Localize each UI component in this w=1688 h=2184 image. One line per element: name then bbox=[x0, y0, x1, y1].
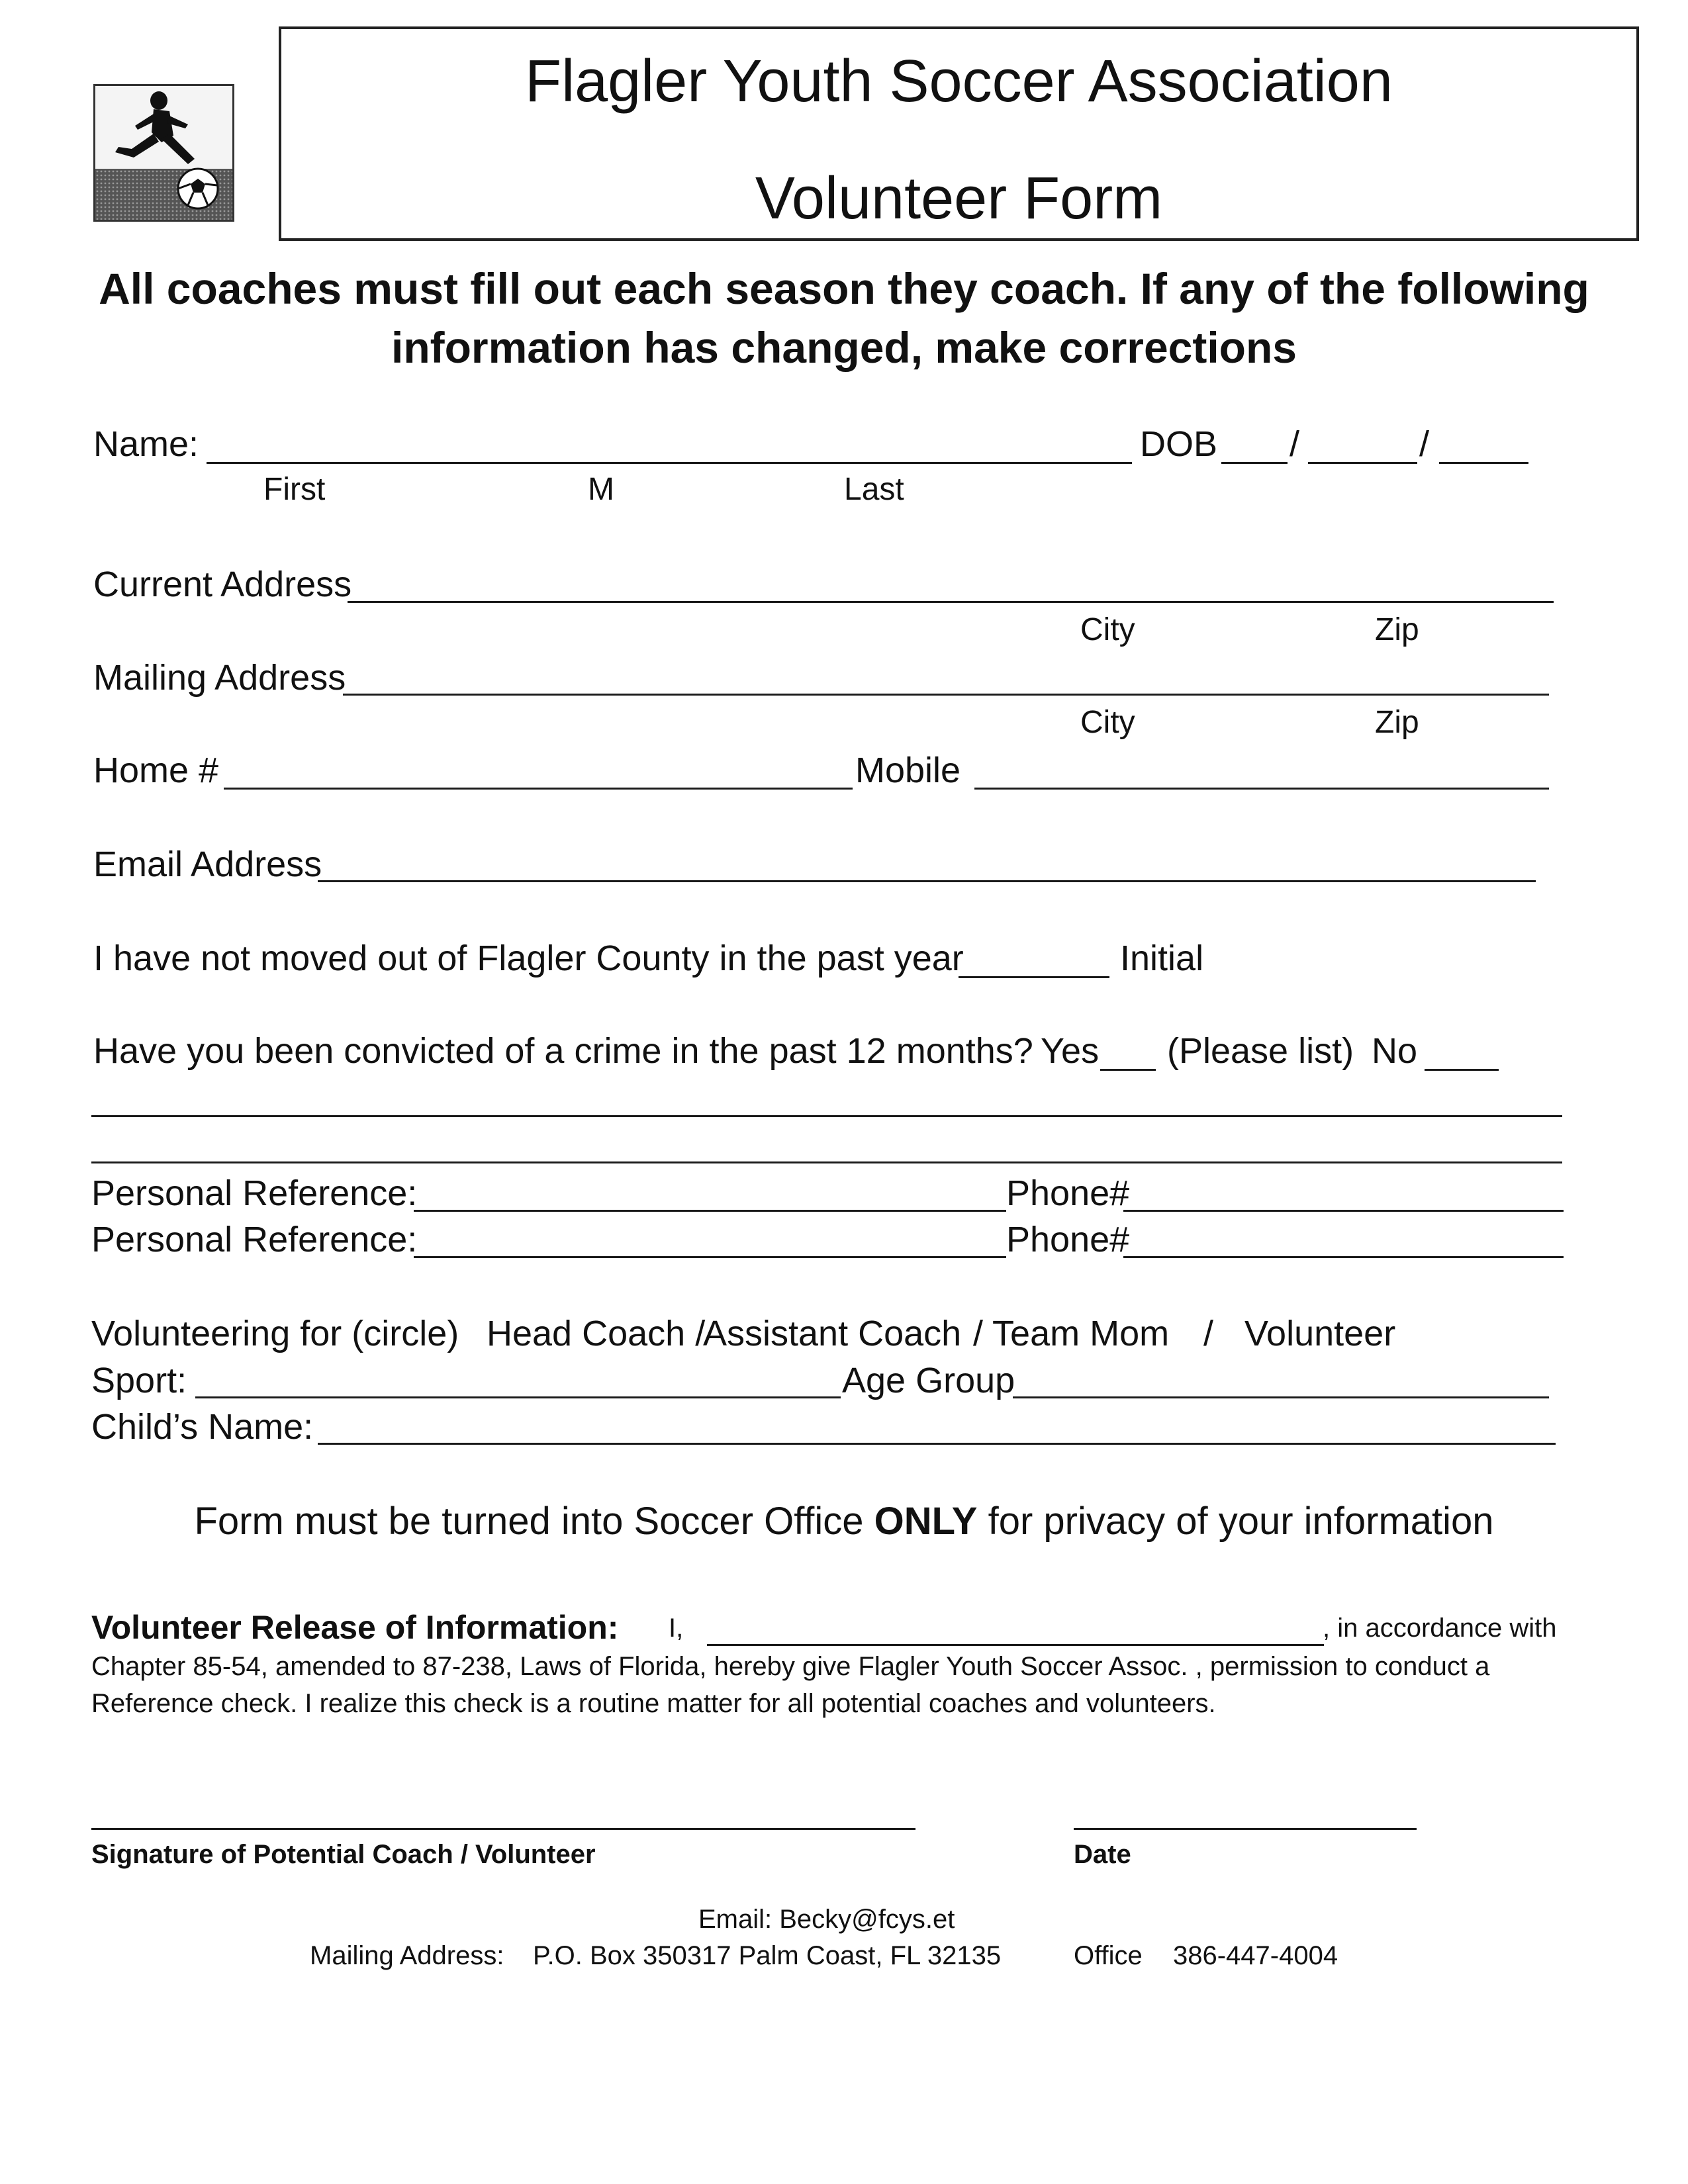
city-caption-2: City bbox=[1080, 705, 1135, 740]
please-list-label: (Please list) bbox=[1167, 1031, 1354, 1071]
release-line-3: Reference check. I realize this check is a routine matter for all potential coaches and volunteers. bbox=[91, 1689, 1216, 1718]
name-field[interactable] bbox=[207, 462, 1132, 464]
yes-field[interactable] bbox=[1100, 1069, 1156, 1071]
sport-label: Sport: bbox=[91, 1361, 187, 1400]
current-address-label: Current Address bbox=[93, 565, 352, 604]
title-box bbox=[279, 26, 1639, 241]
name-middle-caption: M bbox=[588, 472, 614, 507]
privacy-emphasis: ONLY bbox=[874, 1500, 978, 1543]
home-phone-label: Home # bbox=[93, 751, 219, 790]
mobile-phone-field[interactable] bbox=[974, 788, 1549, 790]
reference-label-2: Personal Reference: bbox=[91, 1220, 418, 1259]
yes-label: Yes bbox=[1041, 1031, 1100, 1071]
role-volunteer[interactable]: Volunteer bbox=[1244, 1314, 1396, 1353]
dob-separator-1: / bbox=[1289, 424, 1300, 464]
dob-month-field[interactable] bbox=[1221, 462, 1288, 464]
current-address-field[interactable] bbox=[348, 601, 1554, 603]
child-name-field[interactable] bbox=[318, 1443, 1556, 1445]
home-phone-field[interactable] bbox=[224, 788, 853, 790]
form-title: Volunteer Form bbox=[755, 165, 1163, 232]
privacy-before: Form must be turned into Soccer Office bbox=[194, 1500, 874, 1543]
zip-caption-1: Zip bbox=[1375, 612, 1419, 647]
mailing-address-label: Mailing Address bbox=[93, 658, 346, 698]
instructions-line1: All coaches must fill out each season they coach. If any of the following bbox=[99, 264, 1589, 313]
footer-office-label: Office bbox=[1074, 1941, 1143, 1970]
role-assistant-coach[interactable]: Assistant Coach bbox=[703, 1314, 962, 1353]
privacy-after: for privacy of your information bbox=[977, 1500, 1494, 1543]
privacy-note bbox=[0, 1499, 1688, 1543]
dob-day-field[interactable] bbox=[1308, 462, 1417, 464]
release-name-field[interactable] bbox=[707, 1644, 1324, 1646]
release-i: I, bbox=[669, 1614, 684, 1643]
role-head-coach[interactable]: Head Coach / bbox=[487, 1314, 706, 1353]
name-last-caption: Last bbox=[844, 472, 904, 507]
reference-field-2[interactable] bbox=[414, 1256, 1006, 1258]
reference-phone-label-1: Phone# bbox=[1006, 1173, 1130, 1213]
signature-field[interactable] bbox=[91, 1828, 915, 1830]
crime-details-line-1[interactable] bbox=[91, 1115, 1562, 1117]
crime-details-line-2[interactable] bbox=[91, 1161, 1562, 1163]
mailing-address-field[interactable] bbox=[343, 694, 1549, 696]
reference-field-1[interactable] bbox=[414, 1210, 1006, 1212]
footer-email: Email: Becky@fcys.et bbox=[698, 1905, 955, 1934]
date-label: Date bbox=[1074, 1840, 1131, 1869]
footer-mailing-address: P.O. Box 350317 Palm Coast, FL 32135 bbox=[533, 1941, 1002, 1970]
role-separator: / bbox=[1203, 1314, 1214, 1353]
no-field[interactable] bbox=[1425, 1069, 1499, 1071]
age-group-label: Age Group bbox=[842, 1361, 1015, 1400]
reference-phone-label-2: Phone# bbox=[1006, 1220, 1130, 1259]
crime-question: Have you been convicted of a crime in the past 12 months? bbox=[93, 1031, 1033, 1071]
mobile-label: Mobile bbox=[855, 751, 961, 790]
zip-caption-2: Zip bbox=[1375, 705, 1419, 740]
signature-label: Signature of Potential Coach / Volunteer bbox=[91, 1840, 596, 1869]
reference-label-1: Personal Reference: bbox=[91, 1173, 418, 1213]
dob-separator-2: / bbox=[1419, 424, 1430, 464]
email-field[interactable] bbox=[318, 880, 1536, 882]
city-caption-1: City bbox=[1080, 612, 1135, 647]
name-first-caption: First bbox=[263, 472, 326, 507]
dob-year-field[interactable] bbox=[1439, 462, 1528, 464]
release-line-2: Chapter 85-54, amended to 87-238, Laws of Florida, hereby give Flagler Youth Soccer Assoc. , permission to conduct a bbox=[91, 1652, 1490, 1681]
sport-field[interactable] bbox=[195, 1396, 841, 1398]
volunteering-label: Volunteering for (circle) bbox=[91, 1314, 459, 1353]
age-group-field[interactable] bbox=[1013, 1396, 1549, 1398]
no-label: No bbox=[1372, 1031, 1418, 1071]
email-label: Email Address bbox=[93, 844, 322, 884]
footer-office-phone: 386-447-4004 bbox=[1173, 1941, 1338, 1970]
instructions-line2: information has changed, make corrections bbox=[391, 323, 1297, 372]
role-team-mom[interactable]: / Team Mom bbox=[973, 1314, 1170, 1353]
reference-phone-field-1[interactable] bbox=[1123, 1210, 1564, 1212]
footer-mailing-label: Mailing Address: bbox=[310, 1941, 504, 1970]
dob-label: DOB bbox=[1140, 424, 1218, 464]
soccer-player-icon bbox=[95, 86, 232, 220]
name-label: Name: bbox=[93, 424, 199, 464]
release-heading: Volunteer Release of Information: bbox=[91, 1609, 619, 1646]
org-name: Flagler Youth Soccer Association bbox=[525, 48, 1393, 114]
initial-label: Initial bbox=[1120, 938, 1204, 978]
residency-statement: I have not moved out of Flagler County in the past year bbox=[93, 938, 964, 978]
child-name-label: Child’s Name: bbox=[91, 1407, 314, 1447]
initial-field[interactable] bbox=[959, 976, 1109, 978]
date-field[interactable] bbox=[1074, 1828, 1417, 1830]
release-accordance: , in accordance with bbox=[1323, 1614, 1557, 1643]
soccer-logo bbox=[93, 84, 234, 222]
reference-phone-field-2[interactable] bbox=[1123, 1256, 1564, 1258]
